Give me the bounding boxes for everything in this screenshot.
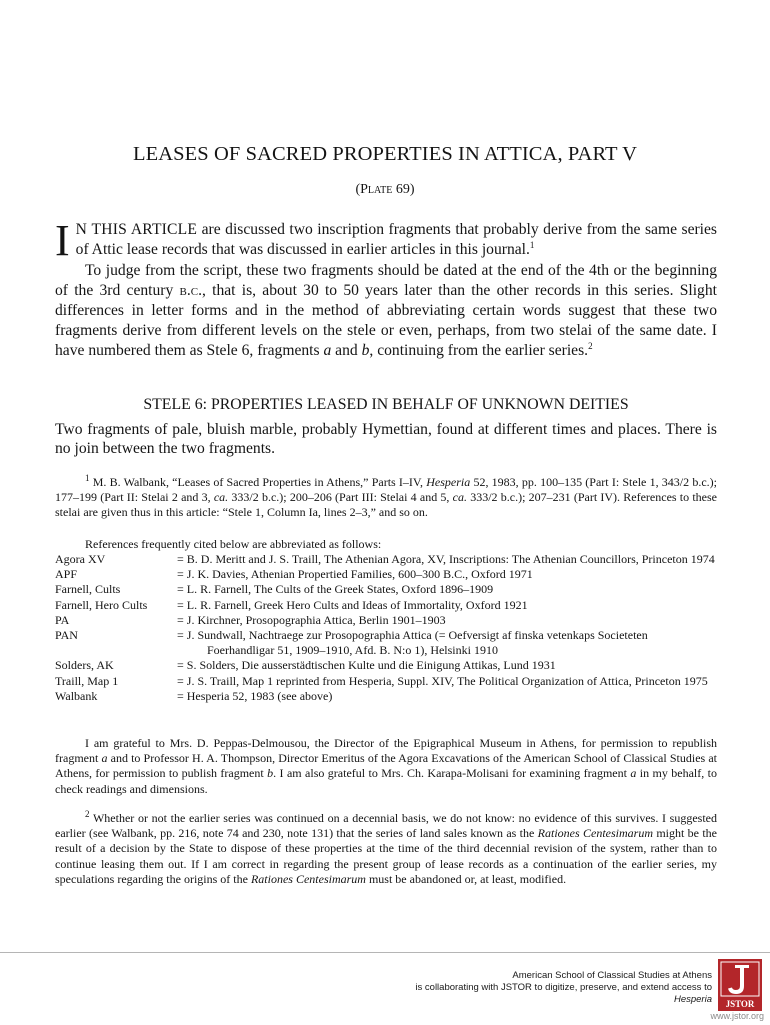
dating-and: and	[331, 342, 362, 359]
ack-text-b: and to Professor H. A. Thompson, Director Emeritus of the Agora Excavations of the American School of Classical Studies at Athens, for permission to publish fragment	[55, 751, 718, 781]
fragment-a-label: a	[630, 766, 637, 781]
footnote-1-text-a: M. B. Walbank, “Leases of Sacred Properties in Athens,” Parts I–IV,	[89, 475, 427, 489]
description-paragraph: Two fragments of pale, bluish marble, probably Hymettian, found at different times and places. There is no join between the two fragments.	[55, 421, 717, 457]
reference-description: = Hesperia 52, 1983 (see above)	[177, 688, 333, 703]
reference-abbreviation: Farnell, Cults	[55, 582, 121, 597]
reference-row	[55, 613, 717, 628]
footnote-2-text-b: might be the result of a decision by the State to dispose of these properties at the time of the third decennial revision of the system, rather than to continue leasing them out. If I am correct in regarding the present group of lease records as a continuation of the earlier series, my speculations regarding the origins of the	[55, 826, 717, 886]
fragment-a-label: a	[323, 342, 332, 359]
ack-text-a: I am grateful to Mrs. D. Peppas-Delmousou, the Director of the Epigraphical Museum in Athens, for permission to republish fragment	[55, 736, 717, 766]
reference-description: = L. R. Farnell, The Cults of the Greek States, Oxford 1896–1909	[177, 582, 494, 597]
dating-paragraph	[55, 261, 717, 361]
footnote-1	[55, 475, 717, 521]
reference-abbreviation: Agora XV	[55, 552, 106, 566]
reference-description: = B. D. Meritt and J. S. Traill, The Athenian Agora, XV, Inscriptions: The Athenian Councillors, Princeton 1974	[177, 552, 715, 566]
fragment-a-label: a	[101, 751, 108, 766]
reference-description: = L. R. Farnell, Greek Hero Cults and Ideas of Immortality, Oxford 1921	[177, 597, 528, 612]
jstor-logo-icon[interactable]	[718, 959, 762, 1011]
plate-reference: (Plate 69)	[355, 182, 415, 197]
jstor-logo-text: JSTOR	[725, 999, 755, 1009]
reference-abbreviation: Farnell, Hero Cults	[55, 597, 148, 612]
intro-small-caps: N THIS ARTICLE	[75, 221, 198, 238]
jstor-url-link[interactable]: www.jstor.org	[710, 1011, 764, 1021]
fragment-b-label: b	[361, 342, 370, 359]
reference-row	[55, 674, 717, 689]
footnote-ref-2[interactable]: 2	[588, 340, 593, 351]
footer-journal-link[interactable]: Hesperia	[673, 993, 712, 1005]
reference-description: = J. K. Davies, Athenian Propertied Families, 600–300 B.C., Oxford 1971	[177, 567, 533, 582]
reference-row	[55, 552, 717, 567]
footnote-1-text-d: 333/2 b.c.); 207–231 (Part IV). References to these stelai are given thus in this article: “Stele 1, Column Ia, lines 2–3,” and so on.	[55, 490, 717, 520]
reference-description: = J. Kirchner, Prosopographia Attica, Berlin 1901–1903	[177, 612, 446, 627]
footnote-1-ca: ca.	[452, 490, 467, 505]
reference-row	[55, 689, 717, 704]
reference-row	[55, 628, 717, 658]
reference-abbreviation: Solders, AK	[55, 658, 114, 673]
references-intro: References frequently cited below are abbreviated as follows:	[85, 537, 382, 551]
reference-abbreviation: APF	[55, 567, 78, 582]
reference-abbreviation: Walbank	[55, 688, 98, 703]
footnote-1-journal: Hesperia	[426, 475, 471, 489]
fragment-b-label: b	[267, 766, 274, 781]
drop-cap: I	[55, 216, 70, 265]
footnote-2-text-c: must be abandoned or, at least, modified.	[365, 871, 567, 886]
reference-row	[55, 658, 717, 673]
acknowledgements	[55, 736, 717, 797]
footnote-2	[55, 811, 717, 887]
dating-text-b: , that is, about 30 to 50 years later than the other records in this series. Slight differences in letter forms and in the method of abbreviating certain words suggest that these two fragments derive from different levels on the stele or even, perhaps, from two stelai of the same date. I have numbered them as Stele 6, fragments	[55, 282, 717, 359]
intro-text: are discussed two inscription fragments that probably derive from the same series of Attic lease records that was discussed in earlier articles in this journal.	[75, 221, 718, 258]
intro-paragraph	[55, 216, 718, 265]
rationes-title: Rationes Centesimarum	[537, 826, 653, 841]
footnote-1-mark: 1	[85, 473, 90, 483]
footer-line-1: American School of Classical Studies at Athens	[512, 970, 712, 981]
footnote-2-mark: 2	[85, 809, 90, 819]
footnote-1-text-b: 52, 1983, pp. 100–135 (Part I: Stele 1, 343/2 b.c.); 177–199 (Part II: Stelai 2 and 3,	[55, 475, 717, 505]
ack-text-d: in my behalf, to check readings and dimensions.	[55, 766, 718, 796]
footer-line-2: is collaborating with JSTOR to digitize, preserve, and extend access to	[415, 981, 712, 993]
reference-row	[55, 567, 717, 582]
era-bc: b.c.	[179, 282, 202, 299]
references-list	[55, 552, 717, 704]
footnote-1-text-c: 333/2 b.c.); 200–206 (Part III: Stelai 4 and 5,	[228, 490, 453, 505]
ack-text-c: . I am also grateful to Mrs. Ch. Karapa-Molisani for examining fragment	[273, 766, 631, 781]
reference-abbreviation: Traill, Map 1	[55, 673, 119, 688]
reference-row	[55, 598, 717, 613]
reference-row	[55, 582, 717, 597]
footer-notice	[212, 970, 712, 1005]
jstor-footer	[0, 952, 770, 1025]
reference-description: = J. Sundwall, Nachtraege zur Prosopographia Attica (= Oefversigt af finska vetenkaps Societeten Foerhandligar 51, 1909–1910, Afd. B. N:o 1), Helsinki 1910	[177, 628, 648, 658]
reference-abbreviation: PA	[55, 612, 70, 627]
reference-abbreviation: PAN	[55, 628, 78, 643]
footnote-1-ca: ca.	[213, 490, 229, 505]
article-title: LEASES OF SACRED PROPERTIES IN ATTICA, PART V	[132, 143, 637, 165]
section-heading: STELE 6: PROPERTIES LEASED IN BEHALF OF UNKNOWN DEITIES	[143, 396, 629, 413]
reference-description: = S. Solders, Die ausserstädtischen Kulte und die Einigung Attikas, Lund 1931	[177, 658, 556, 673]
rationes-title: Rationes Centesimarum	[250, 871, 366, 886]
reference-description: = J. S. Traill, Map 1 reprinted from Hesperia, Suppl. XIV, The Political Organization of Attica, Princeton 1975	[177, 673, 708, 688]
footnote-ref-1[interactable]: 1	[529, 239, 535, 250]
footnote-2-text-a: Whether or not the earlier series was continued on a decennial basis, we do not know: no evidence of this survives. I suggested earlier (see Walbank, pp. 216, note 74 and 230, note 131) that the series of land sales known as the	[55, 811, 717, 841]
dating-text-a: To judge from the script, these two fragments should be dated at the end of the 4th or the beginning of the 3rd century	[55, 262, 717, 299]
dating-text-c: , continuing from the earlier series.	[369, 342, 589, 359]
